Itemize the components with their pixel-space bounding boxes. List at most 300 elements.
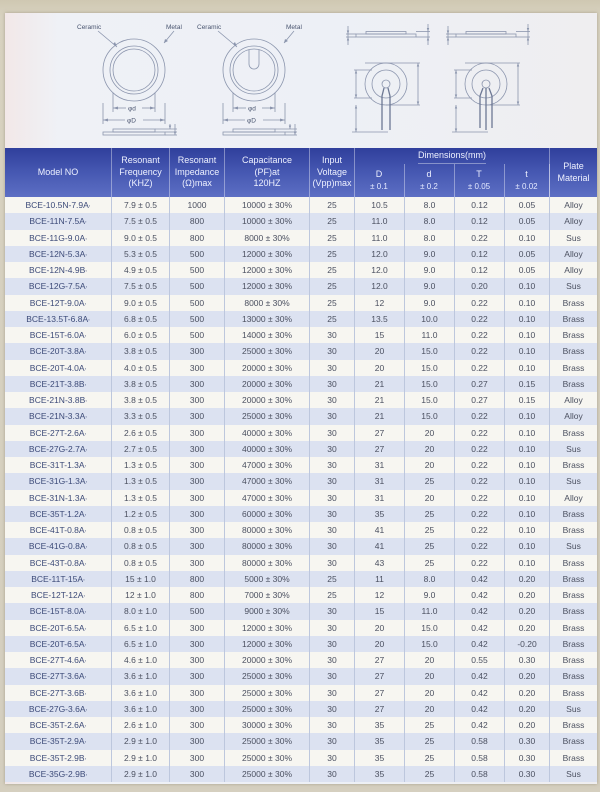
cell-input-voltage: 25: [310, 197, 355, 213]
cell-input-voltage: 30: [310, 538, 355, 554]
cell-dim-d: 15.0: [405, 392, 455, 408]
cell-dim-D: 35: [355, 717, 405, 733]
cell-input-voltage: 25: [310, 230, 355, 246]
cell-model: BCE-41G-0.8A ,: [5, 538, 112, 554]
cell-input-voltage: 30: [310, 652, 355, 668]
col-header-resonant-impedance: Resonant Impedance (Ω)max: [170, 148, 225, 197]
cell-resonant-impedance: 300: [170, 473, 225, 489]
cell-capacitance: 20000 ± 30%: [225, 360, 310, 376]
cell-resonant-impedance: 300: [170, 425, 225, 441]
side-view-metal-plate: [103, 132, 165, 135]
cell-dim-t: 0.10: [505, 473, 550, 489]
table-row: [5, 262, 597, 278]
cell-plate-material: Brass: [562, 330, 585, 341]
cell-resonant-frequency: 4.0 ± 0.5: [112, 360, 170, 376]
cell-dim-t: 0.10: [505, 230, 550, 246]
ceramic-disc-outline: [372, 70, 400, 98]
cell-dim-T: 0.58: [455, 750, 505, 766]
cell-plate-material: Brass: [562, 752, 585, 763]
cell-dim-t: 0.10: [505, 408, 550, 424]
cell-plate-material: Brass: [562, 525, 585, 536]
cell-plate-material: Brass: [562, 573, 585, 584]
col-header-resonant-frequency: Resonant Frequency (KHZ): [112, 148, 170, 197]
side-view-ceramic-layer: [466, 32, 506, 35]
cell-model: BCE-15T-8.0A ,: [5, 603, 112, 619]
cell-resonant-impedance: 800: [170, 587, 225, 603]
cell-dim-t: 0.10: [505, 522, 550, 538]
cell-dim-d: 15.0: [405, 376, 455, 392]
cell-dim-T: 0.27: [455, 392, 505, 408]
cell-model: BCE-27T-4.6A ,: [5, 652, 112, 668]
feedback-electrode-slot: [249, 50, 259, 69]
cell-dim-D: 35: [355, 506, 405, 522]
cell-dim-t: 0.10: [505, 425, 550, 441]
cell-resonant-impedance: 300: [170, 750, 225, 766]
cell-resonant-frequency: 9.0 ± 0.5: [112, 230, 170, 246]
table-row: [5, 750, 597, 766]
cell-model: BCE-11G-9.0A ,: [5, 230, 112, 246]
cell-dim-d: 20: [405, 668, 455, 684]
cell-resonant-frequency: 1.3 ± 0.5: [112, 473, 170, 489]
solder-joint: [482, 80, 490, 88]
cell-capacitance: 25000 ± 30%: [225, 343, 310, 359]
cell-resonant-frequency: 0.8 ± 0.5: [112, 555, 170, 571]
cell-resonant-frequency: 6.5 ± 1.0: [112, 620, 170, 636]
cell-dim-D: 12.0: [355, 262, 405, 278]
cell-dim-T: 0.22: [455, 311, 505, 327]
cell-dim-t: 0.05: [505, 197, 550, 213]
cell-dim-d: 25: [405, 473, 455, 489]
cell-dim-T: 0.22: [455, 506, 505, 522]
cell-resonant-frequency: 4.9 ± 0.5: [112, 262, 170, 278]
cell-capacitance: 80000 ± 30%: [225, 555, 310, 571]
cell-plate-material: Brass: [562, 736, 585, 747]
side-view-ceramic-layer: [366, 32, 406, 35]
cell-dim-T: 0.22: [455, 425, 505, 441]
cell-dim-T: 0.42: [455, 587, 505, 603]
cell-capacitance: 5000 ± 30%: [225, 571, 310, 587]
cell-capacitance: 47000 ± 30%: [225, 457, 310, 473]
cell-dim-d: 20: [405, 701, 455, 717]
ceramic-disc-outline: [113, 49, 155, 91]
cell-dim-d: 15.0: [405, 620, 455, 636]
cell-input-voltage: 25: [310, 311, 355, 327]
outer-diameter-dim-label: φD: [127, 117, 136, 125]
cell-resonant-frequency: 7.5 ± 0.5: [112, 213, 170, 229]
cell-capacitance: 40000 ± 30%: [225, 425, 310, 441]
table-row: [5, 571, 597, 587]
cell-dim-D: 41: [355, 522, 405, 538]
cell-dim-d: 20: [405, 490, 455, 506]
table-row: [5, 473, 597, 489]
cell-resonant-impedance: 300: [170, 441, 225, 457]
cell-input-voltage: 30: [310, 392, 355, 408]
cell-capacitance: 12000 ± 30%: [225, 278, 310, 294]
cell-model: BCE-12N-4.9B ,: [5, 262, 112, 278]
cell-dim-t: 0.20: [505, 668, 550, 684]
cell-dim-T: 0.22: [455, 343, 505, 359]
cell-input-voltage: 30: [310, 457, 355, 473]
cell-dim-d: 10.0: [405, 311, 455, 327]
cell-resonant-frequency: 5.3 ± 0.5: [112, 246, 170, 262]
table-row: [5, 213, 597, 229]
cell-dim-t: 0.20: [505, 620, 550, 636]
cell-resonant-frequency: 2.6 ± 1.0: [112, 717, 170, 733]
lead-wire: [382, 88, 384, 130]
cell-resonant-impedance: 300: [170, 408, 225, 424]
cell-dim-t: 0.10: [505, 295, 550, 311]
lead-type-3wire-figure: [438, 22, 543, 138]
cell-dim-T: 0.42: [455, 717, 505, 733]
cell-capacitance: 20000 ± 30%: [225, 652, 310, 668]
cell-plate-material: Brass: [562, 590, 585, 601]
cell-dim-T: 0.42: [455, 603, 505, 619]
cell-resonant-impedance: 300: [170, 766, 225, 782]
cell-plate-material: Sus: [566, 703, 581, 714]
cell-dim-d: 20: [405, 457, 455, 473]
table-row: [5, 376, 597, 392]
lead-wire: [489, 88, 492, 128]
cell-model: BCE-27T-2.6A ,: [5, 425, 112, 441]
lead-wire: [480, 88, 483, 128]
cell-resonant-impedance: 300: [170, 538, 225, 554]
cell-resonant-frequency: 2.9 ± 1.0: [112, 766, 170, 782]
cell-dim-T: 0.22: [455, 360, 505, 376]
cell-resonant-impedance: 300: [170, 685, 225, 701]
outer-diameter-dim-label: φD: [247, 117, 256, 125]
cell-model: BCE-20T-6.5A ,: [5, 636, 112, 652]
cell-capacitance: 80000 ± 30%: [225, 522, 310, 538]
cell-capacitance: 10000 ± 30%: [225, 197, 310, 213]
cell-input-voltage: 30: [310, 376, 355, 392]
cell-dim-d: 9.0: [405, 262, 455, 278]
table-row: [5, 408, 597, 424]
col-header-plate-material: Plate Material: [557, 160, 590, 183]
cell-dim-t: 0.20: [505, 685, 550, 701]
cell-dim-D: 15: [355, 603, 405, 619]
col-header-dim-D: D ± 0.1: [355, 164, 405, 197]
cell-plate-material: Brass: [562, 378, 585, 389]
cell-resonant-impedance: 300: [170, 522, 225, 538]
ceramic-disc-outline: [233, 49, 275, 91]
cell-input-voltage: 30: [310, 603, 355, 619]
cell-input-voltage: 30: [310, 636, 355, 652]
col-header-dim-t: t ± 0.02: [505, 164, 550, 197]
cell-model: BCE-21T-3.8B ,: [5, 376, 112, 392]
cell-input-voltage: 30: [310, 360, 355, 376]
table-row: [5, 343, 597, 359]
side-view-ceramic-layer: [233, 129, 275, 132]
cell-dim-t: 0.30: [505, 733, 550, 749]
cell-model: BCE-31G-1.3A ,: [5, 473, 112, 489]
cell-plate-material: Brass: [562, 638, 585, 649]
cell-capacitance: 30000 ± 30%: [225, 717, 310, 733]
cell-dim-D: 43: [355, 555, 405, 571]
cell-dim-D: 20: [355, 620, 405, 636]
cell-model: BCE-21N-3.3A ,: [5, 408, 112, 424]
cell-capacitance: 13000 ± 30%: [225, 311, 310, 327]
cell-dim-D: 27: [355, 425, 405, 441]
cell-resonant-frequency: 0.8 ± 0.5: [112, 538, 170, 554]
table-row: [5, 522, 597, 538]
cell-capacitance: 25000 ± 30%: [225, 668, 310, 684]
cell-model: BCE-12N-5.3A ,: [5, 246, 112, 262]
col-header-input-voltage: Input Voltage (Vpp)max: [310, 148, 355, 197]
cell-dim-d: 15.0: [405, 343, 455, 359]
cell-resonant-frequency: 6.8 ± 0.5: [112, 311, 170, 327]
cell-plate-material: Brass: [562, 655, 585, 666]
cell-input-voltage: 25: [310, 295, 355, 311]
cell-input-voltage: 30: [310, 701, 355, 717]
cell-input-voltage: 25: [310, 246, 355, 262]
cell-dim-d: 25: [405, 750, 455, 766]
cell-resonant-frequency: 4.6 ± 1.0: [112, 652, 170, 668]
cell-dim-t: 0.20: [505, 717, 550, 733]
cell-dim-T: 0.58: [455, 766, 505, 782]
cell-input-voltage: 25: [310, 278, 355, 294]
cell-plate-material: Sus: [566, 768, 581, 779]
cell-resonant-impedance: 300: [170, 668, 225, 684]
disc-top-view-feedback-figure: [196, 20, 314, 142]
cell-dim-D: 31: [355, 457, 405, 473]
table-row: [5, 311, 597, 327]
cell-resonant-frequency: 3.3 ± 0.5: [112, 408, 170, 424]
cell-dim-T: 0.22: [455, 408, 505, 424]
cell-input-voltage: 25: [310, 571, 355, 587]
cell-model: BCE-10.5N-7.9A ,: [5, 197, 112, 213]
cell-capacitance: 47000 ± 30%: [225, 490, 310, 506]
cell-dim-d: 25: [405, 766, 455, 782]
cell-dim-T: 0.42: [455, 701, 505, 717]
metal-plate-outline: [365, 63, 407, 105]
cell-dim-T: 0.12: [455, 262, 505, 278]
cell-dim-t: 0.10: [505, 311, 550, 327]
cell-dim-D: 27: [355, 685, 405, 701]
cell-dim-T: 0.42: [455, 636, 505, 652]
cell-dim-t: 0.10: [505, 278, 550, 294]
cell-dim-t: 0.20: [505, 571, 550, 587]
cell-resonant-frequency: 1.3 ± 0.5: [112, 490, 170, 506]
cell-model: BCE-27T-3.6B ,: [5, 685, 112, 701]
cell-dim-D: 11.0: [355, 230, 405, 246]
cell-input-voltage: 30: [310, 441, 355, 457]
cell-resonant-frequency: 7.9 ± 0.5: [112, 197, 170, 213]
table-row: [5, 701, 597, 717]
table-row: [5, 327, 597, 343]
col-header-dimensions: [355, 148, 550, 197]
cell-dim-t: 0.30: [505, 766, 550, 782]
cell-dim-D: 27: [355, 441, 405, 457]
cell-input-voltage: 30: [310, 620, 355, 636]
cell-dim-d: 15.0: [405, 636, 455, 652]
lead-type-2wire-figure: [338, 22, 443, 138]
cell-capacitance: 40000 ± 30%: [225, 441, 310, 457]
cell-dim-d: 25: [405, 506, 455, 522]
cell-dim-t: 0.10: [505, 538, 550, 554]
lead-wire: [388, 88, 390, 130]
cell-input-voltage: 30: [310, 425, 355, 441]
cell-resonant-impedance: 300: [170, 717, 225, 733]
cell-dim-T: 0.12: [455, 213, 505, 229]
cell-dim-t: 0.20: [505, 587, 550, 603]
cell-dim-d: 20: [405, 441, 455, 457]
metal-plate-outline: [223, 39, 285, 101]
cell-dim-D: 11.0: [355, 213, 405, 229]
cell-dim-D: 20: [355, 360, 405, 376]
cell-resonant-impedance: 300: [170, 636, 225, 652]
cell-plate-material: Brass: [562, 297, 585, 308]
cell-capacitance: 25000 ± 30%: [225, 733, 310, 749]
cell-plate-material: Alloy: [564, 411, 583, 422]
cell-model: BCE-15T-6.0A ,: [5, 327, 112, 343]
cell-dim-d: 9.0: [405, 587, 455, 603]
cell-dim-d: 8.0: [405, 230, 455, 246]
cell-plate-material: Sus: [566, 541, 581, 552]
cell-input-voltage: 25: [310, 587, 355, 603]
table-row: [5, 587, 597, 603]
side-view-ceramic-layer: [113, 129, 155, 132]
cell-plate-material: Brass: [562, 622, 585, 633]
cell-dim-D: 41: [355, 538, 405, 554]
cell-plate-material: Alloy: [564, 395, 583, 406]
cell-model: BCE-13.5T-6.8A ,: [5, 311, 112, 327]
cell-model: BCE-11N-7.5A ,: [5, 213, 112, 229]
cell-dim-D: 10.5: [355, 197, 405, 213]
side-view-metal-plate: [356, 34, 416, 37]
cell-dim-t: 0.20: [505, 701, 550, 717]
cell-dim-D: 35: [355, 733, 405, 749]
cell-resonant-frequency: 1.2 ± 0.5: [112, 506, 170, 522]
cell-model: BCE-31N-1.3A ,: [5, 490, 112, 506]
disc-top-view-plain-figure: [76, 20, 194, 142]
cell-dim-T: 0.12: [455, 197, 505, 213]
cell-model: BCE-31T-1.3A ,: [5, 457, 112, 473]
table-row: [5, 490, 597, 506]
cell-plate-material: Brass: [562, 313, 585, 324]
cell-resonant-frequency: 3.6 ± 1.0: [112, 685, 170, 701]
cell-input-voltage: 30: [310, 766, 355, 782]
cell-dim-D: 15: [355, 327, 405, 343]
table-header: [5, 148, 597, 197]
cell-dim-t: 0.30: [505, 652, 550, 668]
cell-resonant-impedance: 300: [170, 555, 225, 571]
cell-dim-d: 25: [405, 538, 455, 554]
cell-model: BCE-35G-2.9B ,: [5, 766, 112, 782]
cell-dim-d: 20: [405, 685, 455, 701]
cell-dim-D: 27: [355, 701, 405, 717]
cell-model: BCE-12G-7.5A ,: [5, 278, 112, 294]
cell-dim-T: 0.22: [455, 457, 505, 473]
cell-capacitance: 20000 ± 30%: [225, 392, 310, 408]
cell-model: BCE-27G-3.6A ,: [5, 701, 112, 717]
cell-dim-D: 27: [355, 652, 405, 668]
cell-model: BCE-20T-3.8A ,: [5, 343, 112, 359]
cell-capacitance: 12000 ± 30%: [225, 246, 310, 262]
cell-dim-D: 21: [355, 408, 405, 424]
cell-input-voltage: 30: [310, 750, 355, 766]
cell-dim-D: 21: [355, 376, 405, 392]
col-header-dim-d: d ± 0.2: [405, 164, 455, 197]
cell-dim-T: 0.22: [455, 473, 505, 489]
cell-dim-d: 25: [405, 555, 455, 571]
cell-dim-D: 31: [355, 490, 405, 506]
cell-dim-t: 0.10: [505, 506, 550, 522]
cell-input-voltage: 30: [310, 327, 355, 343]
cell-dim-T: 0.22: [455, 555, 505, 571]
cell-dim-d: 20: [405, 425, 455, 441]
cell-plate-material: Brass: [562, 460, 585, 471]
table-row: [5, 668, 597, 684]
ceramic-label: Ceramic: [197, 24, 222, 31]
cell-input-voltage: 30: [310, 717, 355, 733]
cell-dim-d: 8.0: [405, 571, 455, 587]
cell-model: BCE-35T-1.2A ,: [5, 506, 112, 522]
cell-model: BCE-41T-0.8A ,: [5, 522, 112, 538]
cell-input-voltage: 25: [310, 213, 355, 229]
cell-resonant-impedance: 1000: [170, 197, 225, 213]
cell-capacitance: 10000 ± 30%: [225, 213, 310, 229]
cell-resonant-frequency: 6.5 ± 1.0: [112, 636, 170, 652]
cell-dim-d: 8.0: [405, 197, 455, 213]
cell-dim-D: 35: [355, 750, 405, 766]
table-row: [5, 360, 597, 376]
cell-resonant-impedance: 300: [170, 343, 225, 359]
table-row: [5, 766, 597, 782]
cell-dim-t: 0.10: [505, 343, 550, 359]
cell-dim-t: 0.15: [505, 392, 550, 408]
cell-dim-D: 35: [355, 766, 405, 782]
cell-plate-material: Brass: [562, 606, 585, 617]
cell-model: BCE-35T-2.9B ,: [5, 750, 112, 766]
cell-resonant-impedance: 800: [170, 571, 225, 587]
cell-resonant-frequency: 15 ± 1.0: [112, 571, 170, 587]
cell-resonant-impedance: 500: [170, 295, 225, 311]
table-row: [5, 620, 597, 636]
cell-model: BCE-27T-3.6A ,: [5, 668, 112, 684]
cell-capacitance: 25000 ± 30%: [225, 408, 310, 424]
cell-resonant-frequency: 3.8 ± 0.5: [112, 343, 170, 359]
inner-diameter-dim-label: φd: [128, 105, 136, 113]
cell-resonant-frequency: 3.6 ± 1.0: [112, 668, 170, 684]
cell-resonant-impedance: 800: [170, 230, 225, 246]
cell-dim-t: 0.05: [505, 213, 550, 229]
cell-dim-T: 0.22: [455, 538, 505, 554]
cell-resonant-frequency: 7.5 ± 0.5: [112, 278, 170, 294]
cell-dim-d: 25: [405, 522, 455, 538]
cell-resonant-frequency: 12 ± 1.0: [112, 587, 170, 603]
cell-resonant-frequency: 2.6 ± 0.5: [112, 425, 170, 441]
table-row: [5, 246, 597, 262]
cell-resonant-impedance: 500: [170, 603, 225, 619]
table-row: [5, 295, 597, 311]
cell-dim-D: 20: [355, 343, 405, 359]
metal-plate-outline: [103, 39, 165, 101]
cell-dim-d: 9.0: [405, 278, 455, 294]
side-view-metal-plate: [223, 132, 285, 135]
cell-resonant-frequency: 3.6 ± 1.0: [112, 701, 170, 717]
cell-plate-material: Alloy: [564, 248, 583, 259]
table-row: [5, 230, 597, 246]
dimensions-title: Dimensions(mm): [418, 148, 486, 164]
cell-resonant-impedance: 300: [170, 620, 225, 636]
cell-capacitance: 9000 ± 30%: [225, 603, 310, 619]
table-row: [5, 685, 597, 701]
table-row: [5, 457, 597, 473]
cell-dim-t: 0.10: [505, 441, 550, 457]
cell-input-voltage: 30: [310, 343, 355, 359]
cell-input-voltage: 30: [310, 408, 355, 424]
cell-dim-D: 12.0: [355, 278, 405, 294]
